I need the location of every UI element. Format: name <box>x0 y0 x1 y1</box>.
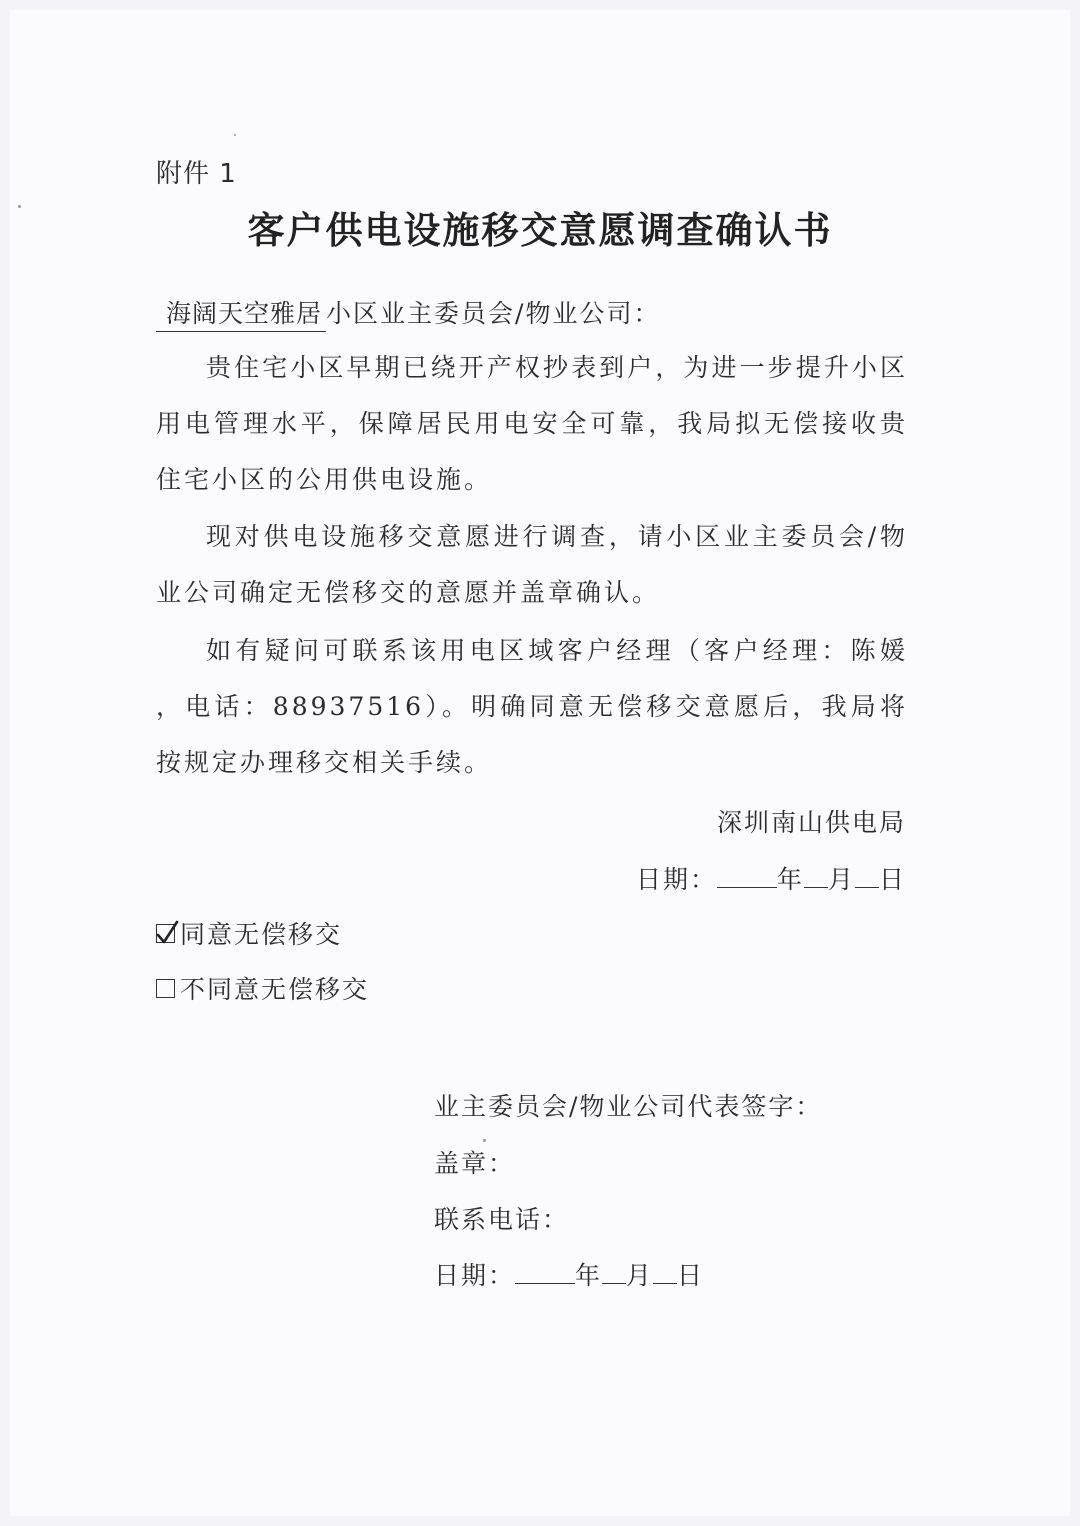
issuer-date-line <box>636 860 906 896</box>
date-label: 日期： <box>434 1261 516 1290</box>
disagree-checkbox[interactable] <box>156 979 175 998</box>
phone-label: 联系电话： <box>434 1205 570 1234</box>
attachment-label: 附件 1 <box>156 159 237 189</box>
day-label: 日 <box>878 865 906 894</box>
month-label: 月 <box>827 865 855 894</box>
checkmark-icon <box>155 920 179 946</box>
year-blank <box>515 1261 575 1284</box>
month-label: 月 <box>626 1261 654 1290</box>
disagree-label: 不同意无偿移交 <box>180 975 370 1004</box>
agree-option[interactable] <box>156 915 342 951</box>
owner-date-line <box>434 1256 704 1292</box>
document-title: 客户供电设施移交意愿调查确认书 <box>247 209 833 252</box>
paragraph-request: 现对供电设施移交意愿进行调查，请小区业主委员会/物业公司确定无偿移交的意愿并盖章确认。 <box>156 522 908 607</box>
year-label: 年 <box>776 865 804 894</box>
seal-label: 盖章： <box>434 1149 516 1178</box>
scan-speck <box>483 1139 486 1142</box>
day-blank <box>855 865 879 888</box>
month-blank <box>602 1261 626 1284</box>
year-blank <box>717 865 777 888</box>
date-label: 日期： <box>635 865 717 894</box>
paragraph-contact: 如有疑问可联系该用电区域客户经理（客户经理：陈媛 ，电话：88937516）。明确同意无偿移交意愿后，我局将按规定办理移交相关手续。 <box>156 636 908 777</box>
disagree-option[interactable] <box>156 970 369 1006</box>
community-name: 海阔天空雅居 <box>156 299 326 332</box>
addressee: 小区业主委员会/物业公司： <box>326 299 661 328</box>
day-label: 日 <box>677 1261 705 1290</box>
issuer: 深圳南山供电局 <box>716 808 906 837</box>
agree-label: 同意无偿移交 <box>180 920 343 949</box>
year-label: 年 <box>575 1261 603 1290</box>
scan-speck <box>234 134 236 136</box>
agree-checkbox[interactable] <box>156 924 175 943</box>
representative-signature-label: 业主委员会/物业公司代表签字： <box>434 1092 823 1121</box>
month-blank <box>804 865 828 888</box>
paragraph-intro: 贵住宅小区早期已绕开产权抄表到户，为进一步提升小区用电管理水平，保障居民用电安全可靠，我局拟无偿接收贵住宅小区的公用供电设施。 <box>156 353 908 494</box>
day-blank <box>653 1261 677 1284</box>
salutation <box>156 294 660 332</box>
scan-speck <box>18 205 21 208</box>
